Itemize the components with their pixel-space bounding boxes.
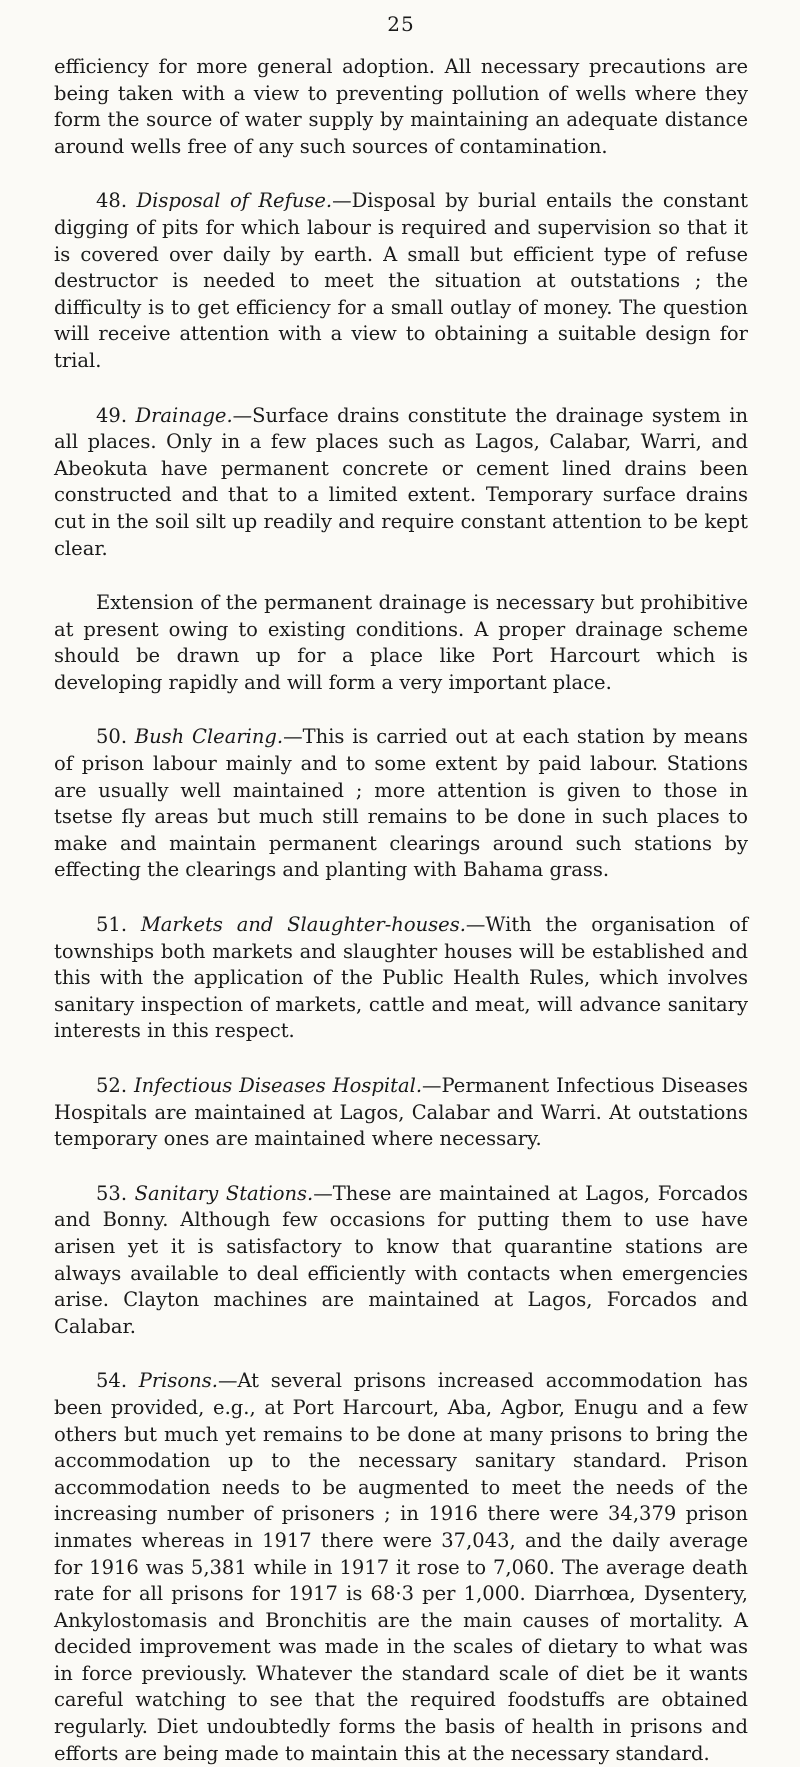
- paragraph-52: [54, 1073, 748, 1153]
- paragraph-number: 54.: [96, 1369, 128, 1393]
- paragraph-51: [54, 912, 748, 1045]
- paragraph-number: 49.: [96, 403, 128, 427]
- paragraph-heading: Infectious Diseases Hospital.: [133, 1074, 423, 1097]
- paragraph-heading: Disposal of Refuse.: [136, 189, 333, 213]
- paragraph-heading: Sanitary Stations.: [134, 1181, 314, 1205]
- paragraph-49: [54, 403, 748, 563]
- paragraph-number: 51.: [96, 913, 128, 937]
- paragraph-text: Extension of the permanent drainage is necessary but prohibitive at present owing to existing conditions. A proper drainage scheme should be drawn up for a place like Port Harcourt which is developing rapidly and will form a very important place.: [54, 591, 748, 694]
- paragraph-continuation: [54, 54, 748, 160]
- page-number: 25: [387, 12, 415, 36]
- paragraph-text: efficiency for more general adoption. All necessary precautions are being taken with a view to preventing pollution of wells where they form the source of water supply by maintaining an adequate distance around wells free of any such sources of contamination.: [54, 55, 748, 158]
- paragraph-text: —With the organisation of townships both markets and slaughter houses will be established and this with the application of the Public Health Rules, which involves sanitary inspection of markets, cattle and meat, will advance sanitary interests in this respect.: [54, 913, 748, 1043]
- paragraph-text: —These are maintained at Lagos, Forcados and Bonny. Although few occasions for putting them to use have arisen yet it is satisfactory to know that quarantine stations are always available to deal efficiently with contacts when emergencies arise. Clayton machines are maintained at Lagos, Forcados and Calabar.: [54, 1181, 748, 1338]
- paragraph-number: 52.: [96, 1074, 128, 1097]
- paragraph-49-continued: [54, 590, 748, 696]
- paragraph-heading: Markets and Slaughter-houses.: [140, 913, 466, 937]
- paragraph-heading: Prisons.: [138, 1369, 218, 1393]
- paragraph-text: —Disposal by burial entails the constant digging of pits for which labour is required and supervision so that it is covered over daily by earth. A small but efficient type of refuse destructor is needed to meet the situation at outstations ; the difficulty is to get efficiency for a small outlay of money. The question will receive attention with a view to obtaining a suitable design for trial.: [54, 189, 748, 372]
- paragraph-number: 50.: [96, 725, 128, 749]
- paragraph-text: —At several prisons increased accommodation has been provided, e.g., at Port Harcourt, Aba, Agbor, Enugu and a few others but much yet remains to be done at many prisons to bring the accommodation up to the necessary sanitary standard. Prison accommodation needs to be augmented to meet the needs of the increasing number of prisoners ; in 1916 there were 34,379 prison inmates whereas in 1917 there were 37,043, and the daily average for 1916 was 5,381 while in 1917 it rose to 7,060. The average death rate for all prisons for 1917 is 68·3 per 1,000. Diarrhœa, Dysentery, Ankylostomasis and Bronchitis are the main causes of mortality. A decided improvement was made in the scales of dietary to what was in force previously. Whatever the standard scale of diet be it wants careful watching to see that the required foodstuffs are obtained regularly. Diet undoubtedly forms the basis of health in prisons and efforts are being made to maintain this at the necessary standard.: [54, 1369, 749, 1765]
- paragraph-heading: Drainage.: [135, 403, 233, 427]
- paragraph-48: [54, 188, 748, 374]
- paragraph-number: 53.: [96, 1181, 128, 1205]
- paragraph-54: [54, 1368, 748, 1767]
- paragraph-50: [54, 724, 748, 884]
- paragraph-text: —Permanent Infectious Diseases Hospitals are maintained at Lagos, Calabar and Warri. At outstations temporary ones are maintained where necessary.: [54, 1074, 749, 1151]
- paragraph-number: 48.: [96, 189, 128, 213]
- paragraph-heading: Bush Clearing.: [134, 725, 284, 749]
- paragraph-text: —This is carried out at each station by means of prison labour mainly and to some extent by paid labour. Stations are usually well maintained ; more attention is given to those in tsetse fly areas but much still remains to be done in such places to make and maintain permanent clearings around such stations by effecting the clearings and planting with Bahama grass.: [54, 725, 748, 882]
- paragraph-53: [54, 1181, 748, 1341]
- paragraph-text: —Surface drains constitute the drainage system in all places. Only in a few places such as Lagos, Calabar, Warri, and Abeokuta have permanent concrete or cement lined drains been constructed and that to a limited extent. Temporary surface drains cut in the soil silt up readily and require constant attention to be kept clear.: [54, 403, 748, 560]
